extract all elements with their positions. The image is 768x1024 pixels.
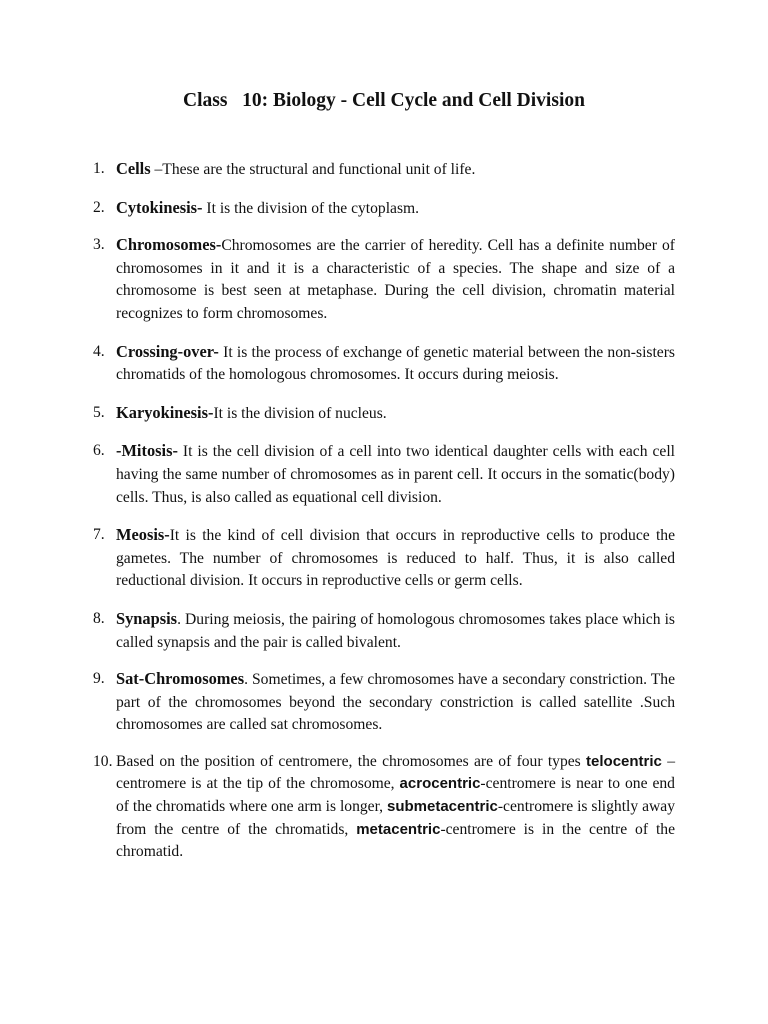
item-number: 10.	[93, 752, 113, 770]
item-text: -centromere is slightly away from the centre of the chromatids,	[116, 798, 675, 838]
list-item	[93, 751, 675, 864]
item-text: It is the kind of cell division that occurs in reproductive cells to produce the gametes. The number of chromosomes is reduced to half. Thus, it is also called reductional division. It occurs in reproductive cells or germ cells.	[116, 527, 675, 590]
list-item	[93, 608, 675, 654]
list-item	[93, 158, 675, 182]
item-term: Meosis-	[116, 525, 170, 545]
item-number: 3.	[93, 236, 105, 254]
item-text: It is the division of the cytoplasm.	[202, 199, 420, 217]
item-number: 9.	[93, 670, 105, 688]
item-number: 2.	[93, 198, 105, 216]
list-item	[93, 668, 675, 737]
item-number: 4.	[93, 342, 105, 360]
item-text: It is the process of exchange of genetic material between the non-sisters chromatids of the homologous chromosomes. It occurs during meiosis.	[116, 343, 675, 384]
item-term: Karyokinesis-	[116, 402, 214, 422]
list-item	[93, 524, 675, 593]
item-text: . During meiosis, the pairing of homologous chromosomes takes place which is called synapsis and the pair is called bivalent.	[116, 610, 675, 651]
item-number: 5.	[93, 403, 105, 421]
list-item	[93, 197, 675, 221]
item-term: Sat-Chromosomes	[116, 669, 245, 689]
item-term: telocentric	[586, 752, 662, 770]
item-text: -centromere is near to one end of the chromatids where one arm is longer,	[116, 775, 675, 816]
item-text: -centromere is in the centre of the chromatid.	[116, 820, 675, 861]
item-text: . Sometimes, a few chromosomes have a secondary constriction. The part of the chromosomes beyond the secondary constriction is called satellite .Such chromosomes are called sat chromosomes.	[116, 671, 675, 734]
page-title: Class 10: Biology - Cell Cycle and Cell Division	[183, 90, 585, 111]
list-item	[93, 234, 675, 325]
item-term: acrocentric	[399, 775, 481, 793]
item-text: It is the cell division of a cell into two identical daughter cells with each cell having the same number of chromosomes as in parent cell. It occurs in the somatic(body) cells. Thus, is also called as equational cell division.	[116, 443, 675, 506]
list-item	[93, 402, 675, 426]
item-term: Cells	[116, 159, 151, 178]
item-term: metacentric	[356, 820, 441, 838]
item-text: –These are the structural and functional unit of life.	[150, 161, 476, 178]
item-term: Crossing-over-	[116, 341, 219, 361]
item-text: Chromosomes are the carrier of heredity. Cell has a definite number of chromosomes in it and it is a characteristic of a species. The shape and size of a chromosome is best seen at metaphase. During the cell division, chromatin material recognizes to form chromosomes.	[116, 237, 675, 322]
definitions-list	[93, 158, 675, 864]
item-number: 8.	[93, 609, 105, 627]
item-term: Synapsis	[116, 608, 178, 628]
item-term: submetacentric	[386, 798, 498, 816]
item-number: 1.	[93, 160, 105, 177]
item-term: Chromosomes-	[116, 235, 222, 255]
item-number: 7.	[93, 526, 105, 544]
item-term: Cytokinesis-	[116, 197, 203, 217]
item-term: -Mitosis-	[116, 441, 178, 461]
item-text: –centromere is at the tip of the chromosome,	[116, 752, 675, 793]
list-item	[93, 341, 675, 387]
item-text: It is the division of nucleus.	[213, 404, 387, 422]
item-text: Based on the position of centromere, the chromosomes are of four types	[116, 752, 587, 770]
item-number: 6.	[93, 442, 105, 460]
list-item	[93, 440, 675, 509]
